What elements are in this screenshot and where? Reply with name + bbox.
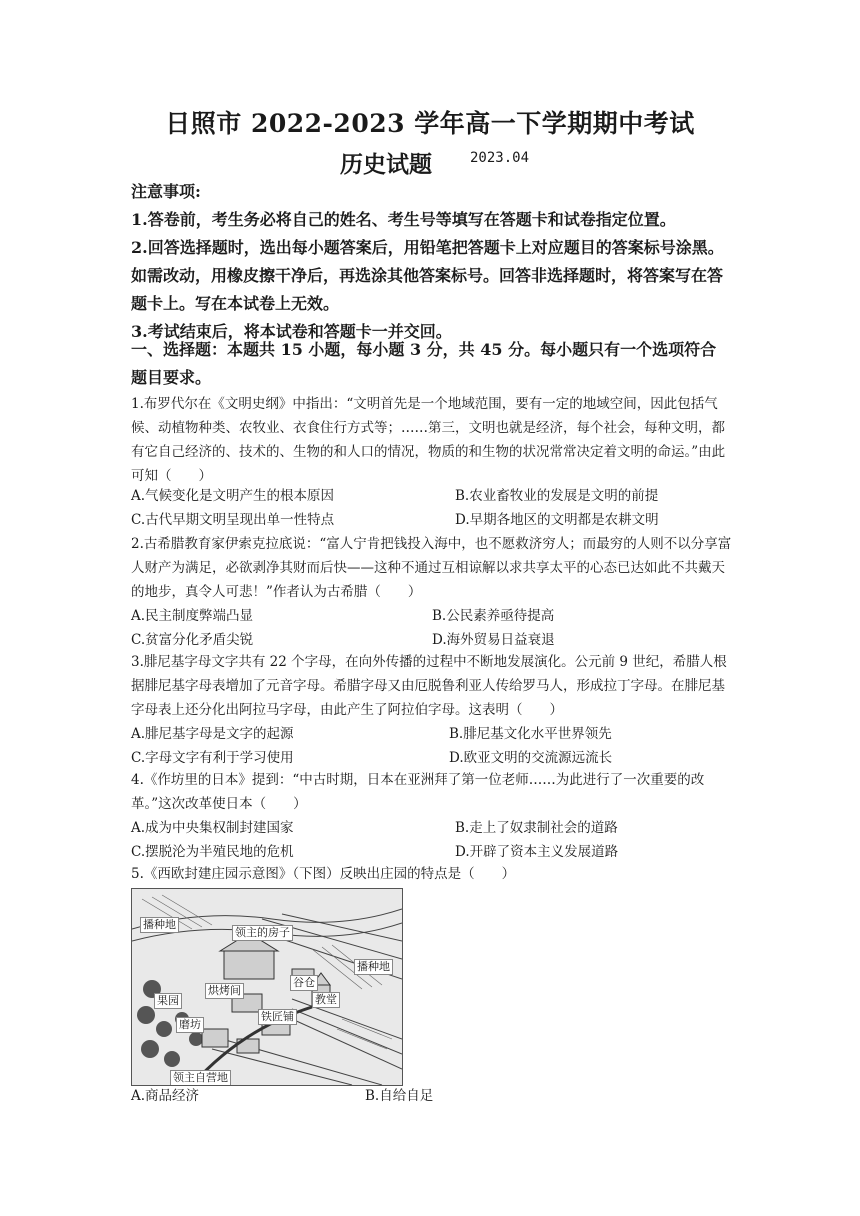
question-1-option-b: B.农业畜牧业的发展是文明的前提	[455, 488, 659, 504]
figure-label-demesne: 领主自营地	[170, 1070, 231, 1086]
question-2-stem: 2.古希腊教育家伊索克拉底说：“富人宁肯把钱投入海中，也不愿救济穷人；而最穷的人则不以分享富人财产为满足，必欲剥净其财而后快——这种不通过互相谅解以求共享太平的心态已达如此不共戴天的地步，真令人可悲！”作者认为古希腊（ ）	[131, 536, 732, 600]
question-1-option-d: D.早期各地区的文明都是农耕文明	[455, 512, 659, 528]
question-1-stem: 1.布罗代尔在《文明史纲》中指出：“文明首先是一个地域范围，要有一定的地域空间，因此包括气候、动植物种类、农牧业、衣食住行方式等；……第三，文明也就是经济，每个社会，每种文明，都有它自己经济的、技术的、生物的和人口的情况，物质的和生物的状况常常决定着文明的命运。”由此可知（ ）	[131, 396, 726, 484]
question-2-option-c: C.贫富分化矛盾尖锐	[131, 632, 254, 648]
question-4-option-b: B.走上了奴隶制社会的道路	[455, 820, 618, 836]
figure-label-orchard: 果园	[154, 993, 182, 1009]
question-1-option-a: A.气候变化是文明产生的根本原因	[131, 488, 335, 504]
section-heading: 一、选择题：本题共 15 小题，每小题 3 分，共 45 分。每小题只有一个选项符合题目要求。	[131, 340, 717, 387]
figure-label-mill: 磨坊	[176, 1017, 204, 1033]
note-item: 1.答卷前，考生务必将自己的姓名、考生号等填写在答题卡和试卷指定位置。	[131, 210, 676, 229]
question-3-option-a: A.腓尼基字母是文字的起源	[131, 726, 294, 742]
note-item: 2.回答选择题时，选出每小题答案后，用铅笔把答题卡上对应题目的答案标号涂黑。如需改动，用橡皮擦干净后，再选涂其他答案标号。回答非选择题时，将答案写在答题卡上。写在本试卷上无效。	[131, 238, 724, 313]
question-2-option-d: D.海外贸易日益衰退	[432, 632, 555, 648]
question-5-stem: 5.《西欧封建庄园示意图》（下图）反映出庄园的特点是（ ）	[131, 866, 516, 882]
figure-label-field-right: 播种地	[354, 959, 393, 975]
question-5-option-a: A.商品经济	[131, 1088, 200, 1104]
figure-label-lord-house: 领主的房子	[232, 925, 293, 941]
notes-heading: 注意事项:	[131, 182, 201, 201]
exam-title: 日照市 2022-2023 学年高一下学期期中考试	[165, 109, 695, 138]
manor-illustration	[131, 888, 403, 1086]
notes-block	[131, 178, 731, 346]
question-2-option-b: B.公民素养亟待提高	[432, 608, 555, 624]
figure-label-granary: 谷仓	[290, 975, 318, 991]
note-item: 3.考试结束后，将本试卷和答题卡一并交回。	[131, 322, 452, 341]
figure-label-bakehouse: 烘烤间	[205, 983, 244, 999]
exam-subtitle: 历史试题	[340, 151, 432, 178]
question-4-option-d: D.开辟了资本主义发展道路	[455, 844, 619, 860]
question-5-option-b: B.自给自足	[365, 1088, 434, 1104]
question-1-option-c: C.古代早期文明呈现出单一性特点	[131, 512, 335, 528]
figure-label-smithy: 铁匠铺	[258, 1009, 297, 1025]
question-3-option-c: C.字母文字有利于学习使用	[131, 750, 294, 766]
question-4-option-a: A.成为中央集权制封建国家	[131, 820, 294, 836]
question-3-option-d: D.欧亚文明的交流源远流长	[449, 750, 613, 766]
figure-label-church: 教堂	[312, 992, 340, 1008]
question-4-stem: 4.《作坊里的日本》提到：“中古时期，日本在亚洲拜了第一位老师……为此进行了一次重要的改革。”这次改革使日本（ ）	[131, 772, 705, 812]
question-3-stem: 3.腓尼基字母文字共有 22 个字母，在向外传播的过程中不断地发展演化。公元前 9 世纪，希腊人根据腓尼基字母表增加了元音字母。希腊字母又由厄脱鲁利亚人传给罗马人，形成拉丁字母。在腓尼基字母表上还分化出阿拉马字母，由此产生了阿拉伯字母。这表明（ ）	[131, 654, 727, 718]
figure-label-field-left: 播种地	[140, 917, 179, 933]
question-4-option-c: C.摆脱沦为半殖民地的危机	[131, 844, 294, 860]
question-3-option-b: B.腓尼基文化水平世界领先	[449, 726, 612, 742]
question-2-option-a: A.民主制度弊端凸显	[131, 608, 254, 624]
exam-date: 2023.04	[470, 150, 530, 166]
